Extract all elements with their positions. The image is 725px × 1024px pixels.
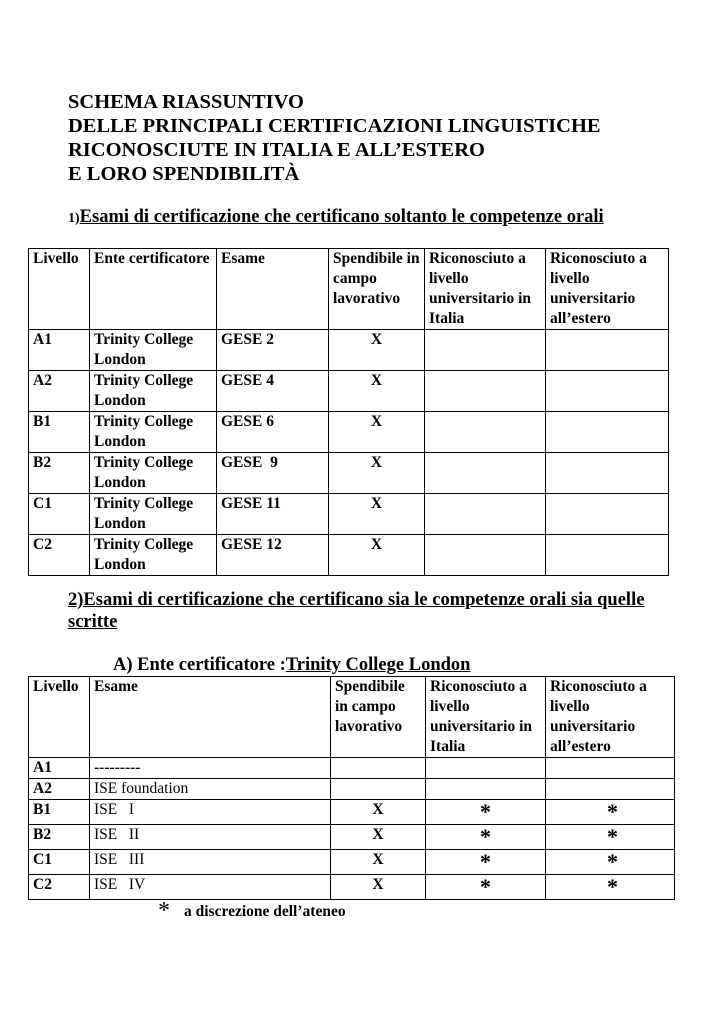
ente-cell: Trinity College London — [90, 494, 217, 535]
table-row — [29, 412, 669, 453]
abroad-cell — [546, 758, 675, 779]
exam-cell: GESE 2 — [217, 330, 329, 371]
work-cell — [331, 779, 426, 800]
abroad-cell — [546, 779, 675, 800]
section1-heading-text: Esami di certificazione che certificano soltanto le competenze orali — [79, 207, 604, 227]
ente-cell: Trinity College London — [90, 371, 217, 412]
level-cell: A2 — [29, 779, 90, 800]
section2-subheading — [113, 655, 470, 676]
table-row — [29, 453, 669, 494]
ente-cell: Trinity College London — [90, 453, 217, 494]
table-header-row — [29, 677, 675, 758]
work-cell: X — [329, 412, 425, 453]
table-row — [29, 850, 675, 875]
abroad-cell — [546, 371, 669, 412]
italy-cell: * — [426, 800, 546, 825]
exam-cell: GESE 11 — [217, 494, 329, 535]
work-cell: X — [331, 850, 426, 875]
oral-certifications-table — [28, 248, 669, 576]
section2-heading — [68, 589, 658, 633]
level-cell: A2 — [29, 371, 90, 412]
section2-heading-text: 2)Esami di certificazione che certificano sia le competenze orali sia quelle scritte — [68, 590, 645, 632]
exam-cell: ISE II — [90, 825, 331, 850]
table-row — [29, 800, 675, 825]
work-cell: X — [329, 330, 425, 371]
level-cell: B1 — [29, 412, 90, 453]
header-cell: Ente certificatore — [90, 249, 217, 330]
header-cell: Riconosciuto a livello universitario in Italia — [425, 249, 546, 330]
table-header-row — [29, 249, 669, 330]
table-row — [29, 371, 669, 412]
header-cell: Spendibile in campo lavorativo — [331, 677, 426, 758]
work-cell: X — [329, 535, 425, 576]
work-cell: X — [329, 453, 425, 494]
level-cell: B1 — [29, 800, 90, 825]
italy-cell: * — [426, 825, 546, 850]
header-cell: Esame — [90, 677, 331, 758]
level-cell: B2 — [29, 453, 90, 494]
header-cell: Riconosciuto a livello universitario in Italia — [426, 677, 546, 758]
italy-cell — [425, 330, 546, 371]
section1-heading — [68, 207, 604, 228]
work-cell: X — [329, 494, 425, 535]
ente-cell: Trinity College London — [90, 330, 217, 371]
exam-cell: GESE 12 — [217, 535, 329, 576]
italy-cell — [425, 453, 546, 494]
exam-cell: GESE 4 — [217, 371, 329, 412]
exam-cell: ISE I — [90, 800, 331, 825]
footnote-text: a discrezione dell’ateneo — [184, 903, 346, 920]
exam-cell: ISE III — [90, 850, 331, 875]
table-row — [29, 875, 675, 900]
footnote — [158, 898, 346, 925]
exam-cell: GESE 6 — [217, 412, 329, 453]
exam-cell: --------- — [90, 758, 331, 779]
exam-cell: ISE IV — [90, 875, 331, 900]
italy-cell — [426, 758, 546, 779]
abroad-cell — [546, 535, 669, 576]
italy-cell — [425, 371, 546, 412]
level-cell: A1 — [29, 758, 90, 779]
abroad-cell: * — [546, 825, 675, 850]
header-cell: Esame — [217, 249, 329, 330]
title-line: DELLE PRINCIPALI CERTIFICAZIONI LINGUISTICHE — [68, 115, 601, 137]
header-cell: Riconosciuto a livello universitario all’estero — [546, 249, 669, 330]
italy-cell: * — [426, 850, 546, 875]
work-cell: X — [331, 800, 426, 825]
title-line: RICONOSCIUTE IN ITALIA E ALL’ESTERO — [68, 139, 485, 161]
abroad-cell: * — [546, 875, 675, 900]
abroad-cell — [546, 453, 669, 494]
level-cell: C1 — [29, 850, 90, 875]
italy-cell — [425, 494, 546, 535]
exam-cell: ISE foundation — [90, 779, 331, 800]
header-cell: Livello — [29, 677, 90, 758]
italy-cell — [425, 412, 546, 453]
abroad-cell: * — [546, 800, 675, 825]
document-title — [68, 90, 601, 186]
abroad-cell — [546, 330, 669, 371]
work-cell: X — [331, 875, 426, 900]
table-row — [29, 758, 675, 779]
ente-cell: Trinity College London — [90, 412, 217, 453]
level-cell: C1 — [29, 494, 90, 535]
work-cell: X — [329, 371, 425, 412]
title-line: E LORO SPENDIBILITÀ — [68, 163, 300, 185]
level-cell: C2 — [29, 875, 90, 900]
level-cell: C2 — [29, 535, 90, 576]
level-cell: A1 — [29, 330, 90, 371]
italy-cell: * — [426, 875, 546, 900]
italy-cell — [426, 779, 546, 800]
work-cell — [331, 758, 426, 779]
header-cell: Livello — [29, 249, 90, 330]
table-row — [29, 825, 675, 850]
subheading-prefix: A) Ente certificatore : — [113, 655, 286, 675]
header-cell: Riconosciuto a livello universitario all’estero — [546, 677, 675, 758]
abroad-cell: * — [546, 850, 675, 875]
footnote-mark: * — [158, 898, 170, 924]
oral-written-certifications-table — [28, 676, 675, 900]
title-line: SCHEMA RIASSUNTIVO — [68, 91, 304, 113]
abroad-cell — [546, 412, 669, 453]
exam-cell: GESE 9 — [217, 453, 329, 494]
section1-number: 1) — [68, 211, 80, 226]
table-row — [29, 535, 669, 576]
table-row — [29, 779, 675, 800]
abroad-cell — [546, 494, 669, 535]
work-cell: X — [331, 825, 426, 850]
ente-cell: Trinity College London — [90, 535, 217, 576]
level-cell: B2 — [29, 825, 90, 850]
subheading-value: Trinity College London — [285, 655, 471, 675]
italy-cell — [425, 535, 546, 576]
table-row — [29, 494, 669, 535]
table-row — [29, 330, 669, 371]
header-cell: Spendibile in campo lavorativo — [329, 249, 425, 330]
